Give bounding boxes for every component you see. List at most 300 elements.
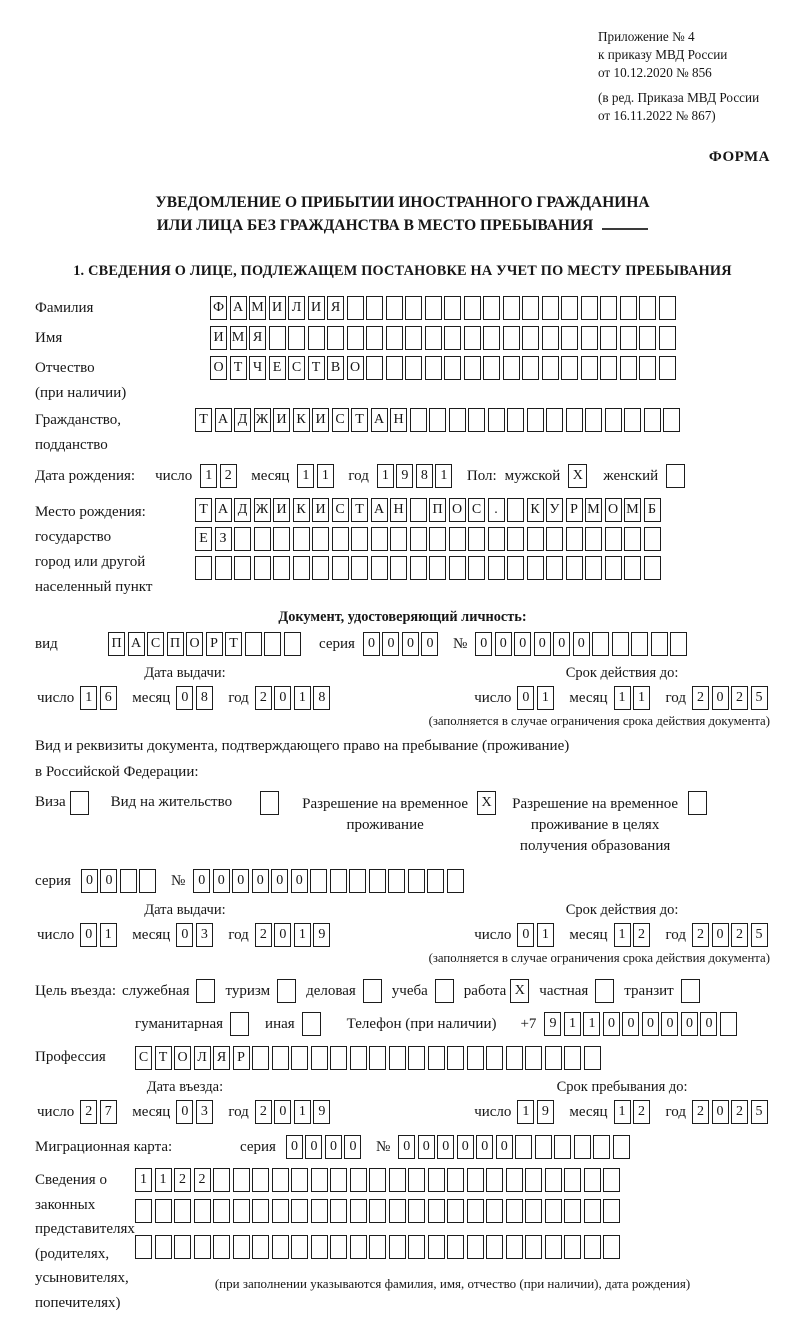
char-cell[interactable]: У xyxy=(546,498,563,522)
char-cell[interactable] xyxy=(464,356,481,380)
char-cell[interactable] xyxy=(584,1168,601,1192)
char-cell[interactable] xyxy=(624,408,641,432)
birth-month-input[interactable] xyxy=(297,464,336,488)
char-cell[interactable] xyxy=(468,408,485,432)
representatives-input-row2[interactable] xyxy=(135,1199,623,1223)
char-cell[interactable] xyxy=(428,1168,445,1192)
char-cell[interactable]: 0 xyxy=(418,1135,435,1159)
char-cell[interactable] xyxy=(252,1046,269,1070)
char-cell[interactable] xyxy=(449,408,466,432)
char-cell[interactable]: 0 xyxy=(496,1135,513,1159)
char-cell[interactable]: З xyxy=(215,527,232,551)
char-cell[interactable] xyxy=(486,1235,503,1259)
char-cell[interactable]: О xyxy=(186,632,203,656)
char-cell[interactable]: Я xyxy=(327,296,344,320)
char-cell[interactable] xyxy=(254,556,271,580)
char-cell[interactable]: 5 xyxy=(751,686,768,710)
char-cell[interactable]: О xyxy=(174,1046,191,1070)
char-cell[interactable]: П xyxy=(167,632,184,656)
char-cell[interactable] xyxy=(464,296,481,320)
char-cell[interactable] xyxy=(527,408,544,432)
char-cell[interactable]: Т xyxy=(351,408,368,432)
char-cell[interactable] xyxy=(535,1135,552,1159)
char-cell[interactable] xyxy=(135,1235,152,1259)
char-cell[interactable]: 2 xyxy=(633,1100,650,1124)
char-cell[interactable] xyxy=(447,1235,464,1259)
char-cell[interactable]: С xyxy=(135,1046,152,1070)
char-cell[interactable] xyxy=(600,296,617,320)
char-cell[interactable] xyxy=(371,556,388,580)
char-cell[interactable]: 5 xyxy=(751,923,768,947)
char-cell[interactable] xyxy=(468,527,485,551)
char-cell[interactable] xyxy=(330,869,347,893)
char-cell[interactable] xyxy=(174,1235,191,1259)
char-cell[interactable]: Д xyxy=(234,408,251,432)
char-cell[interactable]: Б xyxy=(644,498,661,522)
char-cell[interactable] xyxy=(659,296,676,320)
char-cell[interactable]: 0 xyxy=(81,869,98,893)
char-cell[interactable]: 2 xyxy=(80,1100,97,1124)
char-cell[interactable]: Т xyxy=(195,498,212,522)
char-cell[interactable]: М xyxy=(585,498,602,522)
char-cell[interactable] xyxy=(389,1199,406,1223)
char-cell[interactable]: 0 xyxy=(573,632,590,656)
char-cell[interactable] xyxy=(503,356,520,380)
char-cell[interactable]: 1 xyxy=(583,1012,600,1036)
char-cell[interactable]: 0 xyxy=(712,923,729,947)
char-cell[interactable] xyxy=(545,1168,562,1192)
char-cell[interactable]: 9 xyxy=(537,1100,554,1124)
char-cell[interactable] xyxy=(507,498,524,522)
char-cell[interactable]: 0 xyxy=(517,686,534,710)
char-cell[interactable] xyxy=(639,296,656,320)
char-cell[interactable] xyxy=(644,527,661,551)
char-cell[interactable] xyxy=(273,556,290,580)
char-cell[interactable] xyxy=(349,869,366,893)
char-cell[interactable]: 1 xyxy=(80,686,97,710)
char-cell[interactable] xyxy=(720,1012,737,1036)
char-cell[interactable]: . xyxy=(488,498,505,522)
char-cell[interactable] xyxy=(252,1235,269,1259)
char-cell[interactable]: 2 xyxy=(174,1168,191,1192)
purpose-work-checkbox[interactable]: X xyxy=(510,979,529,1003)
char-cell[interactable]: Л xyxy=(288,296,305,320)
char-cell[interactable] xyxy=(233,1235,250,1259)
char-cell[interactable] xyxy=(213,1235,230,1259)
char-cell[interactable] xyxy=(405,326,422,350)
surname-input[interactable] xyxy=(210,296,678,320)
char-cell[interactable] xyxy=(155,1235,172,1259)
char-cell[interactable] xyxy=(234,527,251,551)
char-cell[interactable] xyxy=(545,1046,562,1070)
char-cell[interactable]: 2 xyxy=(692,686,709,710)
char-cell[interactable]: Ж xyxy=(254,408,271,432)
char-cell[interactable]: 2 xyxy=(633,923,650,947)
char-cell[interactable] xyxy=(522,326,539,350)
char-cell[interactable] xyxy=(366,356,383,380)
residence-issue-day-input[interactable] xyxy=(80,923,119,947)
char-cell[interactable] xyxy=(585,527,602,551)
char-cell[interactable] xyxy=(135,1199,152,1223)
char-cell[interactable] xyxy=(613,1135,630,1159)
char-cell[interactable]: 1 xyxy=(155,1168,172,1192)
char-cell[interactable]: 1 xyxy=(200,464,217,488)
char-cell[interactable] xyxy=(291,1046,308,1070)
char-cell[interactable]: 1 xyxy=(297,464,314,488)
char-cell[interactable] xyxy=(408,1046,425,1070)
char-cell[interactable] xyxy=(408,1235,425,1259)
char-cell[interactable]: Т xyxy=(195,408,212,432)
option-residence-permit-checkbox[interactable] xyxy=(260,791,279,815)
char-cell[interactable] xyxy=(390,556,407,580)
char-cell[interactable] xyxy=(584,1199,601,1223)
char-cell[interactable] xyxy=(291,1235,308,1259)
birth-year-input[interactable] xyxy=(377,464,455,488)
char-cell[interactable]: 0 xyxy=(213,869,230,893)
char-cell[interactable]: 0 xyxy=(495,632,512,656)
char-cell[interactable]: С xyxy=(332,408,349,432)
char-cell[interactable] xyxy=(366,326,383,350)
char-cell[interactable] xyxy=(525,1168,542,1192)
char-cell[interactable]: М xyxy=(230,326,247,350)
char-cell[interactable] xyxy=(545,1235,562,1259)
char-cell[interactable]: Ч xyxy=(249,356,266,380)
char-cell[interactable] xyxy=(215,556,232,580)
char-cell[interactable] xyxy=(525,1235,542,1259)
patronymic-input[interactable] xyxy=(210,356,678,380)
char-cell[interactable] xyxy=(390,527,407,551)
char-cell[interactable] xyxy=(447,869,464,893)
char-cell[interactable] xyxy=(506,1046,523,1070)
char-cell[interactable] xyxy=(233,1168,250,1192)
char-cell[interactable] xyxy=(410,527,427,551)
char-cell[interactable]: 1 xyxy=(435,464,452,488)
char-cell[interactable] xyxy=(468,556,485,580)
char-cell[interactable]: Е xyxy=(195,527,212,551)
char-cell[interactable] xyxy=(425,326,442,350)
char-cell[interactable] xyxy=(503,296,520,320)
char-cell[interactable] xyxy=(620,326,637,350)
char-cell[interactable]: М xyxy=(624,498,641,522)
char-cell[interactable] xyxy=(425,356,442,380)
char-cell[interactable] xyxy=(620,356,637,380)
profession-input[interactable] xyxy=(135,1046,603,1070)
char-cell[interactable] xyxy=(155,1199,172,1223)
char-cell[interactable] xyxy=(603,1199,620,1223)
identity-number-input[interactable] xyxy=(475,632,690,656)
char-cell[interactable] xyxy=(483,296,500,320)
char-cell[interactable]: 2 xyxy=(255,686,272,710)
residence-valid-year-input[interactable] xyxy=(692,923,770,947)
char-cell[interactable]: 0 xyxy=(534,632,551,656)
char-cell[interactable] xyxy=(330,1199,347,1223)
char-cell[interactable] xyxy=(194,1199,211,1223)
char-cell[interactable] xyxy=(525,1199,542,1223)
char-cell[interactable] xyxy=(194,1235,211,1259)
char-cell[interactable]: 1 xyxy=(317,464,334,488)
char-cell[interactable] xyxy=(347,296,364,320)
char-cell[interactable]: 0 xyxy=(622,1012,639,1036)
char-cell[interactable]: 0 xyxy=(176,1100,193,1124)
char-cell[interactable]: М xyxy=(249,296,266,320)
char-cell[interactable]: 5 xyxy=(751,1100,768,1124)
char-cell[interactable] xyxy=(293,556,310,580)
char-cell[interactable] xyxy=(546,408,563,432)
char-cell[interactable]: А xyxy=(371,408,388,432)
char-cell[interactable] xyxy=(272,1046,289,1070)
char-cell[interactable]: 1 xyxy=(377,464,394,488)
char-cell[interactable]: И xyxy=(273,498,290,522)
char-cell[interactable] xyxy=(252,1199,269,1223)
char-cell[interactable] xyxy=(350,1168,367,1192)
char-cell[interactable]: И xyxy=(312,408,329,432)
char-cell[interactable] xyxy=(311,1199,328,1223)
char-cell[interactable]: 9 xyxy=(313,923,330,947)
char-cell[interactable] xyxy=(561,326,578,350)
char-cell[interactable] xyxy=(506,1168,523,1192)
char-cell[interactable]: 0 xyxy=(274,686,291,710)
char-cell[interactable]: 3 xyxy=(196,1100,213,1124)
char-cell[interactable] xyxy=(366,296,383,320)
char-cell[interactable] xyxy=(659,326,676,350)
purpose-official-checkbox[interactable] xyxy=(196,979,215,1003)
char-cell[interactable]: А xyxy=(371,498,388,522)
char-cell[interactable]: Т xyxy=(230,356,247,380)
char-cell[interactable] xyxy=(410,498,427,522)
char-cell[interactable] xyxy=(624,556,641,580)
char-cell[interactable]: 0 xyxy=(514,632,531,656)
char-cell[interactable] xyxy=(308,326,325,350)
char-cell[interactable] xyxy=(351,527,368,551)
char-cell[interactable] xyxy=(545,1199,562,1223)
char-cell[interactable] xyxy=(389,1235,406,1259)
char-cell[interactable] xyxy=(351,556,368,580)
char-cell[interactable] xyxy=(389,1046,406,1070)
char-cell[interactable]: 2 xyxy=(731,686,748,710)
char-cell[interactable] xyxy=(447,1199,464,1223)
char-cell[interactable] xyxy=(592,632,609,656)
char-cell[interactable] xyxy=(444,326,461,350)
char-cell[interactable] xyxy=(593,1135,610,1159)
char-cell[interactable]: 7 xyxy=(100,1100,117,1124)
purpose-other-checkbox[interactable] xyxy=(302,1012,321,1036)
char-cell[interactable] xyxy=(120,869,137,893)
char-cell[interactable] xyxy=(581,326,598,350)
char-cell[interactable]: Е xyxy=(269,356,286,380)
char-cell[interactable] xyxy=(264,632,281,656)
char-cell[interactable] xyxy=(369,1235,386,1259)
char-cell[interactable]: 1 xyxy=(294,686,311,710)
char-cell[interactable] xyxy=(525,1046,542,1070)
char-cell[interactable] xyxy=(564,1235,581,1259)
char-cell[interactable]: А xyxy=(230,296,247,320)
char-cell[interactable] xyxy=(564,1199,581,1223)
char-cell[interactable] xyxy=(663,408,680,432)
char-cell[interactable]: 0 xyxy=(305,1135,322,1159)
char-cell[interactable] xyxy=(522,296,539,320)
char-cell[interactable]: 1 xyxy=(564,1012,581,1036)
sex-male-checkbox[interactable]: X xyxy=(568,464,587,488)
char-cell[interactable]: Р xyxy=(566,498,583,522)
char-cell[interactable] xyxy=(467,1199,484,1223)
char-cell[interactable]: 0 xyxy=(712,1100,729,1124)
char-cell[interactable]: И xyxy=(273,408,290,432)
char-cell[interactable] xyxy=(139,869,156,893)
char-cell[interactable]: 0 xyxy=(100,869,117,893)
char-cell[interactable]: Р xyxy=(206,632,223,656)
char-cell[interactable]: 2 xyxy=(731,1100,748,1124)
purpose-humanitarian-checkbox[interactable] xyxy=(230,1012,249,1036)
char-cell[interactable]: Ж xyxy=(254,498,271,522)
char-cell[interactable] xyxy=(350,1046,367,1070)
char-cell[interactable]: 2 xyxy=(692,923,709,947)
char-cell[interactable] xyxy=(464,326,481,350)
char-cell[interactable]: Н xyxy=(390,408,407,432)
char-cell[interactable] xyxy=(467,1235,484,1259)
char-cell[interactable] xyxy=(507,408,524,432)
char-cell[interactable] xyxy=(542,356,559,380)
char-cell[interactable] xyxy=(405,356,422,380)
char-cell[interactable] xyxy=(327,326,344,350)
char-cell[interactable] xyxy=(408,1168,425,1192)
char-cell[interactable]: 0 xyxy=(421,632,438,656)
char-cell[interactable] xyxy=(213,1199,230,1223)
char-cell[interactable] xyxy=(332,527,349,551)
char-cell[interactable] xyxy=(245,632,262,656)
char-cell[interactable] xyxy=(574,1135,591,1159)
char-cell[interactable]: И xyxy=(269,296,286,320)
char-cell[interactable]: 0 xyxy=(603,1012,620,1036)
residence-valid-month-input[interactable] xyxy=(614,923,653,947)
char-cell[interactable] xyxy=(447,1046,464,1070)
char-cell[interactable]: 9 xyxy=(396,464,413,488)
char-cell[interactable]: 8 xyxy=(196,686,213,710)
char-cell[interactable]: 0 xyxy=(700,1012,717,1036)
char-cell[interactable]: 0 xyxy=(291,869,308,893)
char-cell[interactable] xyxy=(624,527,641,551)
char-cell[interactable]: 0 xyxy=(517,923,534,947)
representatives-input-row1[interactable] xyxy=(135,1168,623,1192)
char-cell[interactable] xyxy=(429,527,446,551)
char-cell[interactable] xyxy=(405,296,422,320)
char-cell[interactable] xyxy=(332,556,349,580)
purpose-tourism-checkbox[interactable] xyxy=(277,979,296,1003)
char-cell[interactable]: П xyxy=(429,498,446,522)
char-cell[interactable]: 0 xyxy=(325,1135,342,1159)
char-cell[interactable]: 1 xyxy=(537,923,554,947)
char-cell[interactable]: 1 xyxy=(294,923,311,947)
char-cell[interactable]: 1 xyxy=(614,686,631,710)
char-cell[interactable] xyxy=(389,1168,406,1192)
char-cell[interactable]: О xyxy=(210,356,227,380)
char-cell[interactable] xyxy=(488,556,505,580)
char-cell[interactable]: С xyxy=(332,498,349,522)
char-cell[interactable]: 0 xyxy=(457,1135,474,1159)
char-cell[interactable] xyxy=(291,1168,308,1192)
char-cell[interactable] xyxy=(272,1199,289,1223)
char-cell[interactable] xyxy=(542,296,559,320)
char-cell[interactable]: Р xyxy=(233,1046,250,1070)
char-cell[interactable] xyxy=(554,1135,571,1159)
char-cell[interactable] xyxy=(584,1235,601,1259)
char-cell[interactable] xyxy=(369,1199,386,1223)
char-cell[interactable] xyxy=(631,632,648,656)
char-cell[interactable] xyxy=(581,356,598,380)
char-cell[interactable]: 8 xyxy=(416,464,433,488)
char-cell[interactable] xyxy=(659,356,676,380)
char-cell[interactable]: 2 xyxy=(194,1168,211,1192)
char-cell[interactable] xyxy=(254,527,271,551)
char-cell[interactable]: Т xyxy=(155,1046,172,1070)
char-cell[interactable]: С xyxy=(468,498,485,522)
char-cell[interactable] xyxy=(467,1168,484,1192)
char-cell[interactable] xyxy=(527,556,544,580)
char-cell[interactable] xyxy=(311,1046,328,1070)
char-cell[interactable] xyxy=(428,1199,445,1223)
char-cell[interactable] xyxy=(429,408,446,432)
char-cell[interactable] xyxy=(600,356,617,380)
char-cell[interactable] xyxy=(447,1168,464,1192)
char-cell[interactable]: 9 xyxy=(544,1012,561,1036)
char-cell[interactable]: П xyxy=(108,632,125,656)
char-cell[interactable] xyxy=(605,527,622,551)
char-cell[interactable]: К xyxy=(293,408,310,432)
char-cell[interactable] xyxy=(371,527,388,551)
char-cell[interactable] xyxy=(234,556,251,580)
entry-year-input[interactable] xyxy=(255,1100,333,1124)
char-cell[interactable] xyxy=(269,326,286,350)
char-cell[interactable]: 0 xyxy=(661,1012,678,1036)
char-cell[interactable] xyxy=(252,1168,269,1192)
char-cell[interactable] xyxy=(486,1046,503,1070)
sex-female-checkbox[interactable] xyxy=(666,464,685,488)
char-cell[interactable] xyxy=(585,408,602,432)
char-cell[interactable] xyxy=(273,527,290,551)
char-cell[interactable]: 0 xyxy=(402,632,419,656)
char-cell[interactable] xyxy=(605,556,622,580)
char-cell[interactable]: 6 xyxy=(100,686,117,710)
phone-input[interactable] xyxy=(544,1012,739,1036)
char-cell[interactable] xyxy=(546,527,563,551)
stay-month-input[interactable] xyxy=(614,1100,653,1124)
residence-series-input[interactable] xyxy=(81,869,159,893)
char-cell[interactable]: В xyxy=(327,356,344,380)
char-cell[interactable]: Я xyxy=(249,326,266,350)
identity-kind-input[interactable] xyxy=(108,632,303,656)
char-cell[interactable]: И xyxy=(308,296,325,320)
identity-issue-day-input[interactable] xyxy=(80,686,119,710)
char-cell[interactable] xyxy=(564,1168,581,1192)
char-cell[interactable] xyxy=(522,356,539,380)
char-cell[interactable] xyxy=(233,1199,250,1223)
char-cell[interactable] xyxy=(444,356,461,380)
char-cell[interactable] xyxy=(347,326,364,350)
identity-series-input[interactable] xyxy=(363,632,441,656)
char-cell[interactable]: Ф xyxy=(210,296,227,320)
char-cell[interactable] xyxy=(507,527,524,551)
char-cell[interactable]: 0 xyxy=(344,1135,361,1159)
identity-valid-day-input[interactable] xyxy=(517,686,556,710)
char-cell[interactable] xyxy=(488,408,505,432)
purpose-business-checkbox[interactable] xyxy=(363,979,382,1003)
char-cell[interactable]: 2 xyxy=(731,923,748,947)
representatives-input-row3[interactable] xyxy=(135,1235,623,1259)
char-cell[interactable] xyxy=(566,556,583,580)
char-cell[interactable] xyxy=(507,556,524,580)
char-cell[interactable] xyxy=(428,1235,445,1259)
char-cell[interactable] xyxy=(410,556,427,580)
char-cell[interactable] xyxy=(620,296,637,320)
